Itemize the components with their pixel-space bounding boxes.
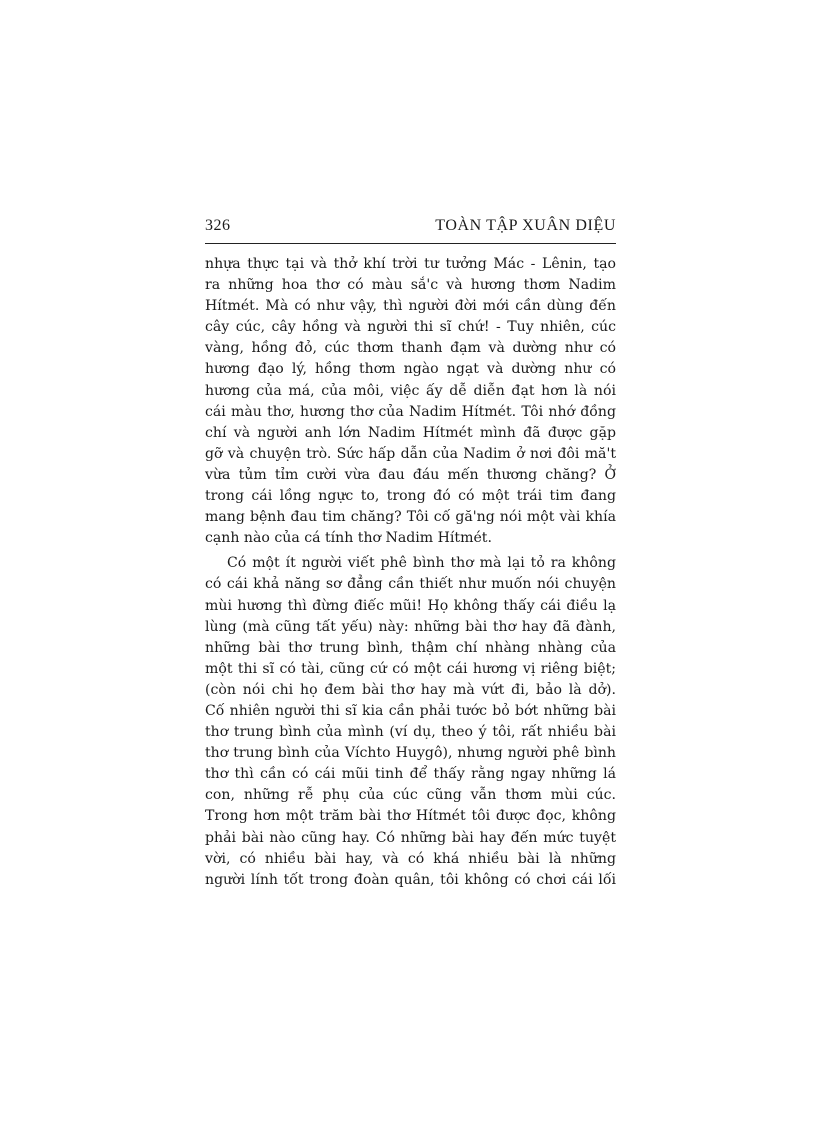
text-line: thơ trung bình của Víchto Huygô), nhưng người phê bình: [205, 745, 616, 762]
running-title: TOÀN TẬP XUÂN DIỆU: [435, 217, 616, 234]
text-line: vừa tủm tỉm cười vừa đau đáu mến thương chăng? Ở: [205, 466, 616, 483]
text-line: hương của má, của môi, việc ấy dễ diễn đạt hơn là nói: [205, 382, 616, 399]
text-line: lùng (mà cũng tất yếu) này: những bài thơ hay đã đành,: [205, 618, 616, 635]
page-header: [205, 215, 616, 244]
text-line: thơ thì cần có cái mũi tinh để thấy rằng ngay những lá: [205, 766, 616, 783]
text-line: mang bệnh đau tim chăng? Tôi cố gă'ng nói một vài khía: [205, 509, 616, 526]
text-line: người lính tốt trong đoàn quân, tôi không có chơi cái lối: [205, 871, 616, 888]
text-line: cái màu thơ, hương thơ của Nadim Hítmét. Tôi nhớ đồng: [205, 403, 616, 420]
text-line: phải bài nào cũng hay. Có những bài hay đến mức tuyệt: [205, 829, 616, 846]
text-line: Có một ít người viết phê bình thơ mà lại tỏ ra không: [227, 555, 616, 572]
text-line: con, những rễ phụ của cúc cũng vẫn thơm mùi cúc.: [205, 787, 616, 804]
page-number: 326: [205, 217, 231, 234]
text-line: vời, có nhiều bài hay, và có khá nhiều bài là những: [205, 850, 616, 867]
text-line: Hítmét. Mà có như vậy, thì người đời mới cần dùng đến: [205, 298, 616, 315]
text-line: có cái khả năng sơ đẳng cần thiết như muốn nói chuyện: [205, 576, 616, 593]
text-line: ra những hoa thơ có màu sắ'c và hương thơm Nadim: [205, 277, 616, 294]
text-line: vàng, hồng đỏ, cúc thơm thanh đạm và dường như có: [205, 340, 616, 357]
text-line: chí và người anh lớn Nadim Hítmét mình đã được gặp: [205, 424, 616, 441]
body-text: [205, 254, 616, 891]
text-line: cạnh nào của cá tính thơ Nadim Hítmét.: [205, 530, 492, 547]
text-line: gỡ và chuyện trò. Sức hấp dẫn của Nadim ở nơi đôi mă't: [205, 445, 616, 462]
text-line: Cố nhiên người thi sĩ kia cần phải tước bỏ bớt những bài: [205, 702, 616, 719]
text-line: (còn nói chi họ đem bài thơ hay mà vứt đi, bảo là dở).: [205, 681, 616, 698]
text-line: cây cúc, cây hồng và người thi sĩ chứ! - Tuy nhiên, cúc: [205, 319, 616, 336]
text-line: trong cái lồng ngực to, trong đó có một trái tim đang: [205, 488, 616, 505]
text-line: nhựa thực tại và thở khí trời tư tưởng Mác - Lênin, tạo: [205, 256, 616, 272]
text-line: một thi sĩ có tài, cũng cứ có một cái hương vị riêng biệt;: [205, 660, 616, 677]
text-line: thơ trung bình của mình (ví dụ, theo ý tôi, rất nhiều bài: [205, 724, 616, 741]
paragraph: [205, 254, 616, 549]
paragraph: [205, 553, 616, 891]
text-line: Trong hơn một trăm bài thơ Hítmét tôi được đọc, không: [205, 808, 616, 825]
text-line: hương đạo lý, hồng thơm ngào ngạt và dường như có: [205, 361, 616, 378]
text-line: mùi hương thì đừng điếc mũi! Họ không thấy cái điều lạ: [205, 597, 616, 614]
text-line: những bài thơ trung bình, thậm chí nhàng nhàng của: [205, 639, 616, 656]
